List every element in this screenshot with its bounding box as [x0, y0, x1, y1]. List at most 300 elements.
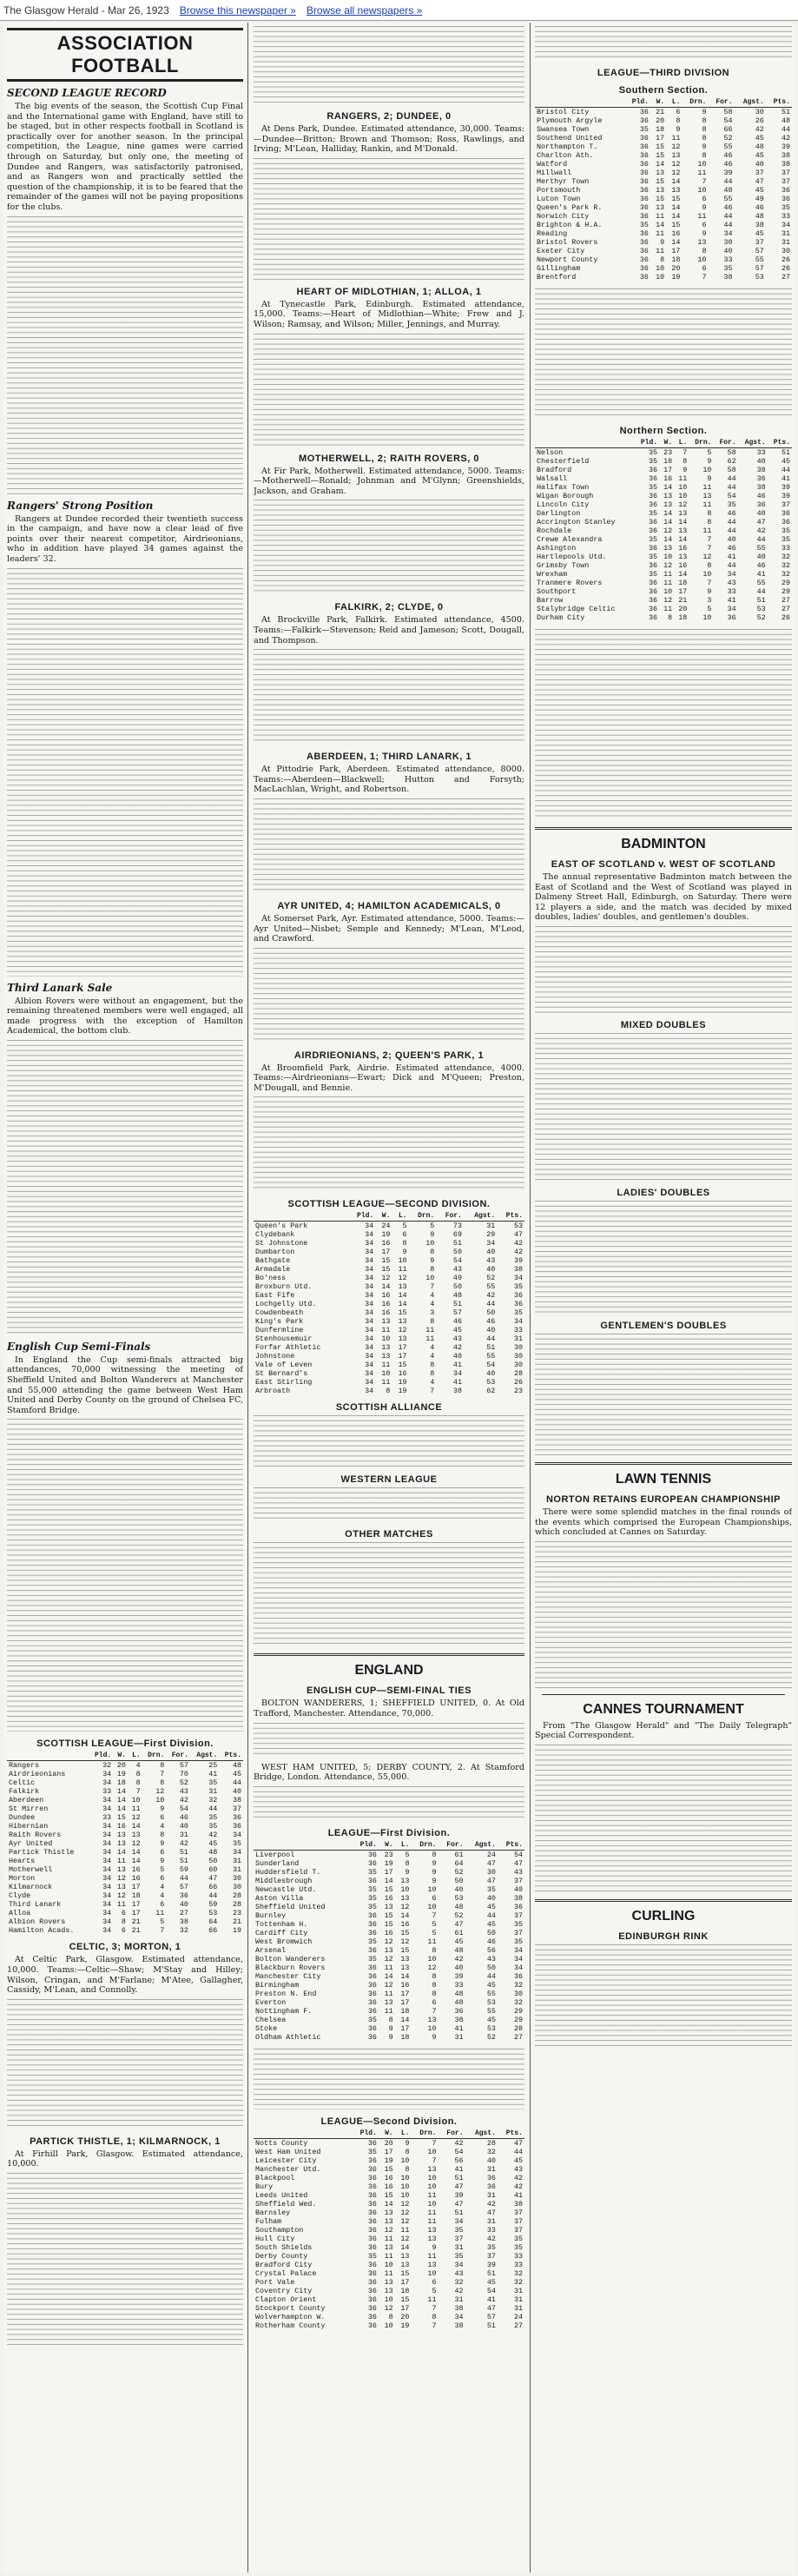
stat-cell: 13 — [381, 1317, 391, 1327]
stat-cell: 8 — [430, 1317, 435, 1327]
article-paragraph: The annual representative Badminton match between the East of Scotland and the West of Scotland was played in Dalmeny Street Hall, Edinburgh, on Saturday. There were 12 players a side, and the match was decided by mixed doubles, ladies' doubles, and gentlemen's doubles. — [535, 872, 792, 923]
column-header: L. — [392, 1212, 408, 1222]
stat-cell: 13 — [702, 492, 712, 500]
table-row — [7, 1865, 243, 1874]
stat-cell: 21 — [656, 108, 665, 116]
stat-cell: 14 — [663, 535, 673, 544]
stat-cell: 11 — [116, 1900, 126, 1910]
table-row — [254, 1937, 524, 1946]
stat-cell: 36 — [367, 2032, 377, 2042]
stat-cell: 37 — [513, 2216, 523, 2226]
column-header: Drn. — [682, 98, 708, 108]
stat-cell: 12 — [427, 1963, 437, 1972]
stat-cell: 45 — [452, 1326, 462, 1335]
column-header: L. — [395, 2129, 412, 2139]
stat-cell: 39 — [781, 483, 790, 492]
stat-cell: 61 — [454, 1850, 464, 1859]
stat-cell: 36 — [367, 1971, 377, 1981]
stat-cell: 14 — [400, 1971, 410, 1981]
team-name: Tranmere Rovers — [537, 579, 603, 587]
stat-cell: 40 — [454, 1884, 464, 1894]
stat-cell: 8 — [402, 1239, 407, 1248]
stat-cell: 7 — [160, 1926, 165, 1936]
table-row — [535, 186, 792, 195]
stat-cell: 66 — [723, 125, 733, 134]
stat-cell: 13 — [116, 1831, 126, 1840]
team-name: South Shields — [255, 2242, 313, 2252]
stat-cell: 31 — [454, 2295, 464, 2304]
article-body-text — [535, 1541, 792, 1689]
table-row — [254, 1248, 524, 1256]
stat-cell: 18 — [671, 255, 681, 264]
stat-cell: 32 — [208, 1796, 218, 1805]
stat-cell: 14 — [663, 483, 673, 492]
stat-cell: 8 — [683, 457, 688, 466]
stat-cell: 4 — [160, 1822, 165, 1831]
stat-cell: 36 — [649, 613, 658, 622]
stat-cell: 35 — [367, 1954, 377, 1963]
stat-cell: 33 — [486, 2225, 496, 2235]
stat-cell: 15 — [384, 1910, 393, 1920]
stat-cell: 33 — [513, 2251, 523, 2261]
stat-cell: 44 — [727, 474, 736, 483]
table-row — [254, 1894, 524, 1903]
stat-cell: 36 — [639, 116, 649, 125]
team-name: Wigan Borough — [537, 492, 594, 500]
stat-cell: 36 — [367, 1858, 377, 1868]
team-name: Arsenal — [255, 1945, 287, 1955]
stat-cell: 16 — [381, 1308, 391, 1318]
table-row — [254, 2278, 524, 2287]
article-body-text — [7, 1040, 243, 1335]
stat-cell: 44 — [486, 1910, 496, 1920]
stat-cell: 55 — [756, 544, 766, 553]
stat-cell: 36 — [367, 1919, 377, 1929]
table-title: LEAGUE—THIRD DIVISION — [597, 68, 730, 78]
stat-cell: 73 — [452, 1222, 462, 1231]
stat-cell: 19 — [384, 1858, 393, 1868]
table-row — [254, 1868, 524, 1877]
table-row — [535, 553, 792, 561]
article-paragraph: At Firhill Park, Glasgow. Estimated attendance, 10,000. — [7, 2149, 243, 2169]
stat-cell: 6 — [160, 1848, 165, 1858]
table-row — [535, 108, 792, 117]
table-row — [254, 1343, 524, 1352]
column-header: Drn. — [689, 439, 713, 448]
column-header: Pld. — [635, 439, 659, 448]
stat-cell: 8 — [702, 247, 707, 255]
stat-cell: 51 — [486, 2321, 496, 2330]
team-name: Millwall — [537, 169, 572, 177]
stat-cell: 36 — [367, 2286, 377, 2295]
team-name: Nelson — [537, 448, 564, 457]
table-row — [254, 1998, 524, 2007]
stat-cell: 10 — [702, 466, 712, 474]
column-header: For. — [166, 1752, 190, 1761]
stat-cell: 34 — [365, 1369, 374, 1379]
stat-cell: 42 — [513, 1239, 523, 1248]
stat-cell: 20 — [400, 2312, 410, 2321]
stat-cell: 5 — [707, 448, 712, 457]
table-row — [254, 1955, 524, 1963]
column-header: Drn. — [411, 2129, 438, 2139]
team-name: Bury — [255, 2182, 274, 2191]
stat-cell: 10 — [697, 160, 707, 169]
stat-cell: 34 — [102, 1874, 112, 1884]
stat-cell: 12 — [400, 2199, 410, 2208]
stat-cell: 55 — [486, 2006, 496, 2016]
stat-cell: 33 — [102, 1787, 112, 1797]
team-name: Bathgate — [255, 1256, 291, 1266]
match-result-title: CELTIC, 3; MORTON, 1 — [69, 1942, 181, 1953]
section-heading-curling: CURLING — [631, 1908, 696, 1924]
stat-cell: 13 — [671, 151, 681, 160]
stat-cell: 45 — [755, 229, 764, 238]
stat-cell: 34 — [365, 1300, 374, 1309]
stat-cell: 10 — [427, 2023, 437, 2033]
stat-cell: 42 — [179, 1839, 188, 1849]
column-header: Drn. — [142, 1752, 167, 1761]
table-row — [535, 273, 792, 281]
team-name: Merthyr Town — [537, 177, 590, 186]
stat-cell: 34 — [102, 1865, 112, 1875]
stat-cell: 37 — [486, 2251, 496, 2261]
table-row — [254, 1877, 524, 1885]
team-name: Wolverhampton W. — [255, 2312, 326, 2321]
table-row — [535, 605, 792, 613]
team-name: Celtic — [9, 1778, 36, 1788]
stat-cell: 5 — [707, 605, 712, 613]
stat-cell: 16 — [384, 1893, 393, 1903]
stat-cell: 40 — [179, 1900, 188, 1910]
stat-cell: 40 — [232, 1787, 241, 1797]
team-name: Hull City — [255, 2234, 295, 2243]
stat-cell: 9 — [160, 1857, 165, 1866]
stat-cell: 57 — [179, 1883, 188, 1892]
team-name: Reading — [537, 229, 568, 238]
article-body-text — [535, 1944, 792, 2049]
stat-cell: 54 — [452, 1256, 462, 1266]
section-title: LADIES' DOUBLES — [617, 1187, 710, 1198]
browse-this-newspaper-link[interactable]: Browse this newspaper » — [179, 3, 296, 17]
match-result-title: RANGERS, 2; DUNDEE, 0 — [326, 111, 452, 122]
stat-cell: 15 — [656, 177, 665, 186]
stat-cell: 35 — [208, 1822, 218, 1831]
stat-cell: 47 — [208, 1874, 218, 1884]
stat-cell: 6 — [676, 108, 681, 116]
results-list — [535, 288, 792, 419]
stat-cell: 51 — [452, 1239, 462, 1248]
stat-cell: 34 — [102, 1926, 112, 1936]
stat-cell: 49 — [452, 1274, 462, 1283]
stat-cell: 45 — [454, 1937, 464, 1946]
stat-cell: 13 — [663, 492, 673, 500]
stat-cell: 14 — [671, 238, 681, 247]
stat-cell: 36 — [232, 1813, 241, 1823]
stat-cell: 31 — [513, 1334, 523, 1344]
stat-cell: 40 — [486, 1326, 496, 1335]
stat-cell: 44 — [486, 1300, 496, 1309]
stat-cell: 37 — [454, 2234, 464, 2243]
stat-cell: 48 — [454, 1902, 464, 1911]
stat-cell: 41 — [727, 596, 736, 605]
stat-cell: 36 — [639, 169, 649, 177]
results-list — [254, 1542, 524, 1646]
team-name: Coventry City — [255, 2286, 313, 2295]
stat-cell: 8 — [702, 116, 707, 125]
table-row — [254, 1963, 524, 1972]
team-name: Newcastle Utd. — [255, 1884, 317, 1894]
stat-cell: 8 — [660, 255, 665, 264]
stat-cell: 21 — [131, 1926, 141, 1936]
stat-cell: 6 — [121, 1926, 126, 1936]
article-body-text — [7, 1419, 243, 1732]
browse-all-newspapers-link[interactable]: Browse all newspapers » — [306, 3, 423, 17]
stat-cell: 45 — [755, 151, 764, 160]
stat-cell: 42 — [179, 1796, 188, 1805]
stat-cell: 38 — [513, 2199, 523, 2208]
stat-cell: 43 — [486, 1256, 496, 1266]
stat-cell: 10 — [427, 2199, 437, 2208]
stat-cell: 37 — [781, 177, 790, 186]
stat-cell: 9 — [405, 1867, 410, 1877]
column-association-football — [7, 26, 243, 2572]
stat-cell: 6 — [402, 1230, 407, 1240]
stat-cell: 51 — [179, 1848, 188, 1858]
column-rule — [247, 23, 248, 2573]
stat-cell: 7 — [135, 1787, 141, 1797]
stat-cell: 19 — [398, 1378, 407, 1387]
stat-cell: 44 — [513, 2147, 523, 2156]
stat-cell: 35 — [513, 1937, 523, 1946]
stat-cell: 37 — [513, 1876, 523, 1885]
divider — [535, 827, 792, 830]
stat-cell: 34 — [513, 1945, 523, 1955]
stat-cell: 38 — [781, 151, 790, 160]
stat-cell: 31 — [179, 1831, 188, 1840]
table-row — [254, 1387, 524, 1395]
stat-cell: 35 — [367, 2015, 377, 2024]
stat-cell: 11 — [381, 1378, 391, 1387]
stat-cell: 20 — [384, 2138, 393, 2148]
stat-cell: 41 — [756, 570, 766, 579]
stat-cell: 36 — [367, 1980, 377, 1990]
table-row — [535, 474, 792, 483]
stat-cell: 33 — [513, 2260, 523, 2269]
table-row — [7, 1770, 243, 1778]
stat-cell: 40 — [723, 247, 733, 255]
team-name: Crewe Alexandra — [537, 535, 603, 544]
match-result-title: FALKIRK, 2; CLYDE, 0 — [334, 602, 444, 613]
stat-cell: 13 — [663, 500, 673, 509]
stat-cell: 42 — [513, 2182, 523, 2191]
stat-cell: 10 — [427, 1884, 437, 1894]
stat-cell: 5 — [432, 1928, 437, 1937]
article-paragraph: WEST HAM UNITED, 5; DERBY COUNTY, 2. At Stamford Bridge, London. Attendance, 55,000. — [254, 1762, 524, 1783]
stat-cell: 44 — [486, 1334, 496, 1344]
stat-cell: 4 — [160, 1883, 165, 1892]
stat-cell: 13 — [427, 2225, 437, 2235]
stat-cell: 4 — [430, 1378, 435, 1387]
stat-cell: 33 — [781, 212, 790, 221]
table-row — [254, 1903, 524, 1911]
stat-cell: 13 — [400, 1954, 410, 1963]
stat-cell: 52 — [454, 1867, 464, 1877]
stat-cell: 44 — [208, 1805, 218, 1814]
stat-cell: 53 — [486, 1997, 496, 2007]
stat-cell: 42 — [454, 2286, 464, 2295]
stat-cell: 33 — [723, 255, 733, 264]
article-paragraph: In England the Cup semi-finals attracted big attendances, 70,000 witnessing the meeting of Sheffield United and Bolton Wanderers at Manchester and 55,000 attending the game between West Ham United and Derby County on the ground of Chelsea FC, Stamford Bridge. — [7, 1354, 243, 1415]
team-name: Darlington — [537, 509, 581, 518]
table-row — [254, 1256, 524, 1265]
table-row — [254, 2148, 524, 2156]
stat-cell: 15 — [381, 1256, 391, 1266]
results-list — [535, 1201, 792, 1314]
stat-cell: 26 — [755, 116, 764, 125]
stat-cell: 52 — [454, 1910, 464, 1920]
stat-cell: 48 — [454, 1989, 464, 1998]
stat-cell: 43 — [452, 1265, 462, 1275]
column-header: Agst. — [738, 439, 768, 448]
stat-cell: 36 — [367, 2242, 377, 2252]
stat-cell: 45 — [755, 186, 764, 195]
article-paragraph: At Fir Park, Motherwell. Estimated attendance, 5000. Teams:—Motherwell—Ronald; Johnman and M'Glynn; Greenshields, Jackson, and Graham. — [254, 466, 524, 496]
team-name: Stoke — [255, 2023, 278, 2033]
team-name: St Johnstone — [255, 1239, 308, 1248]
stat-cell: 36 — [179, 1891, 188, 1901]
article-body-text — [7, 1999, 243, 2129]
stat-cell: 37 — [513, 1928, 523, 1937]
divider — [254, 1653, 524, 1656]
stat-cell: 48 — [781, 116, 790, 125]
stat-cell: 53 — [513, 1222, 523, 1231]
team-name: Bristol City — [537, 108, 590, 116]
stat-cell: 32 — [781, 553, 790, 561]
article-paragraph: From "The Glasgow Herald" and "The Daily Telegraph" Special Correspondent. — [535, 1720, 792, 1741]
table-row — [535, 596, 792, 605]
stat-cell: 31 — [232, 1857, 241, 1866]
stat-cell: 10 — [400, 2155, 410, 2165]
stat-cell: 8 — [432, 1980, 437, 1990]
table-row — [535, 238, 792, 247]
team-name: Airdrieonians — [9, 1770, 66, 1779]
table-row — [535, 125, 792, 134]
stat-cell: 15 — [400, 2295, 410, 2304]
table-row — [254, 2174, 524, 2182]
table-row — [535, 169, 792, 177]
stat-cell: 11 — [155, 1909, 165, 1918]
stat-cell: 18 — [131, 1891, 141, 1901]
stat-cell: 36 — [639, 238, 649, 247]
table-row — [535, 579, 792, 587]
stat-cell: 40 — [486, 1893, 496, 1903]
stat-cell: 16 — [131, 1865, 141, 1875]
table-row — [254, 2235, 524, 2243]
stat-cell: 11 — [384, 1963, 393, 1972]
stat-cell: 9 — [430, 1230, 435, 1240]
stat-cell: 7 — [707, 535, 712, 544]
team-name: Rotherham County — [255, 2321, 326, 2330]
team-name: Nottingham F. — [255, 2006, 313, 2016]
stat-cell: 14 — [678, 518, 688, 526]
stat-cell: 11 — [702, 526, 712, 535]
stat-cell: 62 — [486, 1387, 496, 1396]
stat-cell: 19 — [400, 2321, 410, 2330]
column-header: W. — [379, 2129, 395, 2139]
stat-cell: 10 — [702, 613, 712, 622]
stat-cell: 47 — [454, 2182, 464, 2191]
table-row — [254, 2208, 524, 2217]
stat-cell: 19 — [381, 1230, 391, 1240]
stat-cell: 9 — [707, 474, 712, 483]
stat-cell: 7 — [707, 544, 712, 553]
stat-cell: 35 — [367, 1937, 377, 1946]
stat-cell: 13 — [384, 2242, 393, 2252]
team-name: Dumbarton — [255, 1248, 295, 1257]
team-name: Manchester Utd. — [255, 2164, 321, 2174]
stat-cell: 36 — [639, 255, 649, 264]
stat-cell: 12 — [400, 2208, 410, 2217]
team-name: Stalybridge Celtic — [537, 605, 616, 613]
stat-cell: 7 — [432, 2155, 437, 2165]
stat-cell: 31 — [486, 2190, 496, 2200]
stat-cell: 12 — [131, 1839, 141, 1849]
stat-cell: 4 — [430, 1352, 435, 1361]
team-name: Grimsby Town — [537, 561, 590, 570]
stat-cell: 6 — [160, 1874, 165, 1884]
column-header: For. — [438, 2129, 465, 2139]
stat-cell: 32 — [513, 1980, 523, 1990]
stat-cell: 32 — [179, 1926, 188, 1936]
stat-cell: 42 — [755, 125, 764, 134]
stat-cell: 36 — [649, 596, 658, 605]
team-name: Derby County — [255, 2251, 308, 2261]
stat-cell: 32 — [513, 2268, 523, 2278]
table-row — [254, 1308, 524, 1317]
stat-cell: 10 — [427, 1902, 437, 1911]
stat-cell: 36 — [367, 1997, 377, 2007]
team-name: Ashington — [537, 544, 577, 553]
team-name: Kilmarnock — [9, 1883, 53, 1892]
stat-cell: 10 — [425, 1239, 435, 1248]
stat-cell: 17 — [131, 1883, 141, 1892]
table-row — [7, 1787, 243, 1796]
stat-cell: 18 — [678, 579, 688, 587]
stat-cell: 6 — [160, 1900, 165, 1910]
stat-cell: 17 — [656, 134, 665, 142]
stat-cell: 50 — [452, 1248, 462, 1257]
stat-cell: 13 — [697, 238, 707, 247]
stat-cell: 44 — [781, 125, 790, 134]
team-name: Clydebank — [255, 1230, 295, 1240]
stat-cell: 9 — [702, 142, 707, 151]
stat-cell: 38 — [723, 273, 733, 281]
team-name: Sunderland — [255, 1858, 300, 1868]
stat-cell: 36 — [649, 561, 658, 570]
stat-cell: 41 — [513, 2190, 523, 2200]
stat-cell: 29 — [513, 2006, 523, 2016]
table-row — [535, 500, 792, 509]
article-paragraph: At Celtic Park, Glasgow. Estimated attendance, 10,000. Teams:—Celtic—Shaw; M'Stay and Hilley; Wilson, Cringan, and M'Farlane; M'Atee, Gallagher, Cassidy, M'Lean, and Connolly. — [7, 1955, 243, 1996]
stat-cell: 16 — [400, 1919, 410, 1929]
team-name: Bristol Rovers — [537, 238, 598, 247]
stat-cell: 34 — [365, 1265, 374, 1275]
stat-cell: 36 — [649, 544, 658, 553]
stat-cell: 14 — [398, 1300, 407, 1309]
stat-cell: 16 — [381, 1291, 391, 1301]
stat-cell: 36 — [639, 186, 649, 195]
